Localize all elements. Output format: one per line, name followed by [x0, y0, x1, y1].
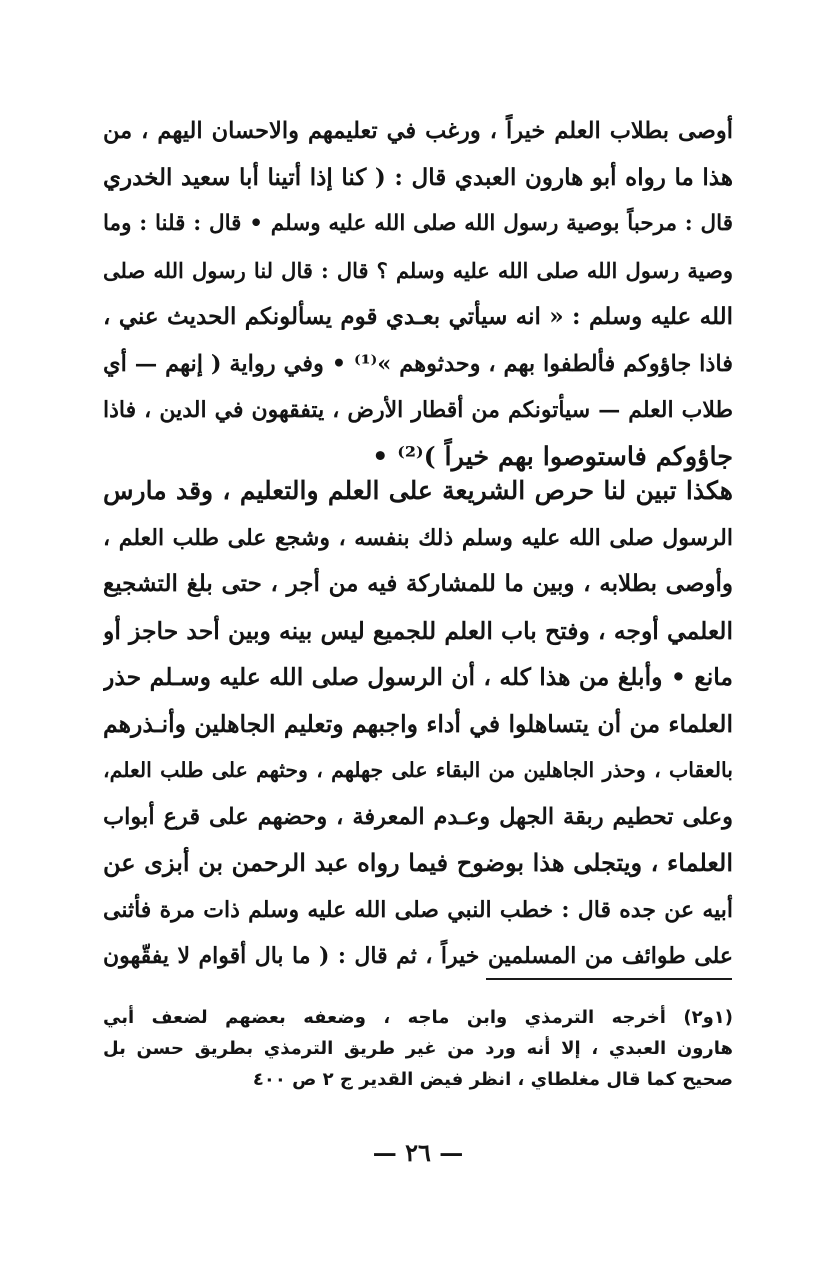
text-line: هكذا تبين لنا حرص الشريعة على العلم والتعليم ، وقد مارس — [103, 476, 733, 505]
paragraph-2 — [103, 468, 733, 980]
text-line: وأوصى بطلابه ، وبين ما للمشاركة فيه من أجر ، حتى بلغ التشجيع — [103, 570, 733, 597]
text-line: وعلى تحطيم ربقة الجهل وعـدم المعرفة ، وحضهم على قرع أبواب — [103, 803, 733, 830]
text-line: طلاب العلم — سيأتونكم من أقطار الأرض ، يتفقهون في الدين ، فاذا — [103, 397, 733, 423]
paragraph-1 — [103, 108, 733, 480]
text-line: العلمي أوجه ، وفتح باب العلم للجميع ليس بينه وبين أحد حاجز أو — [103, 616, 733, 645]
text-line: قال : مرحباً بوصية رسول الله صلى الله عليه وسلم • قال : قلنا : وما — [103, 211, 733, 236]
text-line: الله عليه وسلم : « انه سيأتي بعـدي قوم يسألونكم الحديث عني ، — [103, 303, 733, 330]
text-line: بالعقاب ، وحذر الجاهلين من البقاء على جهلهم ، وحثهم على طلب العلم، — [103, 758, 733, 782]
text-line: مانع • وأبلغ من هذا كله ، أن الرسول صلى الله عليه وسـلم حذر — [103, 663, 733, 691]
footnote — [103, 1002, 733, 1095]
text-line: أبيه عن جده قال : خطب النبي صلى الله عليه وسلم ذات مرة فأثنى — [103, 896, 733, 923]
footnote-line: صحيح كما قال مغلطاي ، انظر فيض القدير ج ٢ ص ٤٠٠ — [252, 1069, 733, 1090]
text-line: وصية رسول الله صلى الله عليه وسلم ؟ قال : قال لنا رسول الله صلى — [103, 257, 733, 283]
text-line: جاؤوكم فاستوصوا بهم خيراً )⁽²⁾ • — [372, 441, 733, 472]
text-line: أوصى بطلاب العلم خيراً ، ورغب في تعليمهم والاحسان اليهم ، من — [103, 118, 733, 144]
text-line: على طوائف من المسلمين خيراً ، ثم قال : ( ما بال أقوام لا يفقّهون — [103, 943, 733, 969]
footnote-divider — [486, 978, 732, 980]
footnote-line: (١و٢) أخرجه الترمذي وابن ماجه ، وضعفه بعضهم لضعف أبي — [103, 1007, 733, 1028]
text-line: العلماء من أن يتساهلوا في أداء واجبهم وتعليم الجاهلين وأنـذرهم — [103, 709, 733, 738]
page-number: — ٢٦ — — [372, 1138, 464, 1167]
text-line: العلماء ، ويتجلى هذا بوضوح فيما رواه عبد الرحمن بن أبزى عن — [103, 848, 733, 877]
text-line: الرسول صلى الله عليه وسلم ذلك بنفسه ، وشجع على طلب العلم ، — [103, 524, 733, 551]
footnote-line: هارون العبدي ، إلا أنه ورد من غير طريق الترمذي بطريق حسن بل — [103, 1038, 733, 1059]
text-line: فاذا جاؤوكم فألطفوا بهم ، وحدثوهم »⁽¹⁾ • وفي رواية ( إنهم — أي — [103, 350, 733, 377]
text-line: هذا ما رواه أبو هارون العبدي قال : ( كنا إذا أتينا أبا سعيد الخدري — [103, 163, 733, 191]
